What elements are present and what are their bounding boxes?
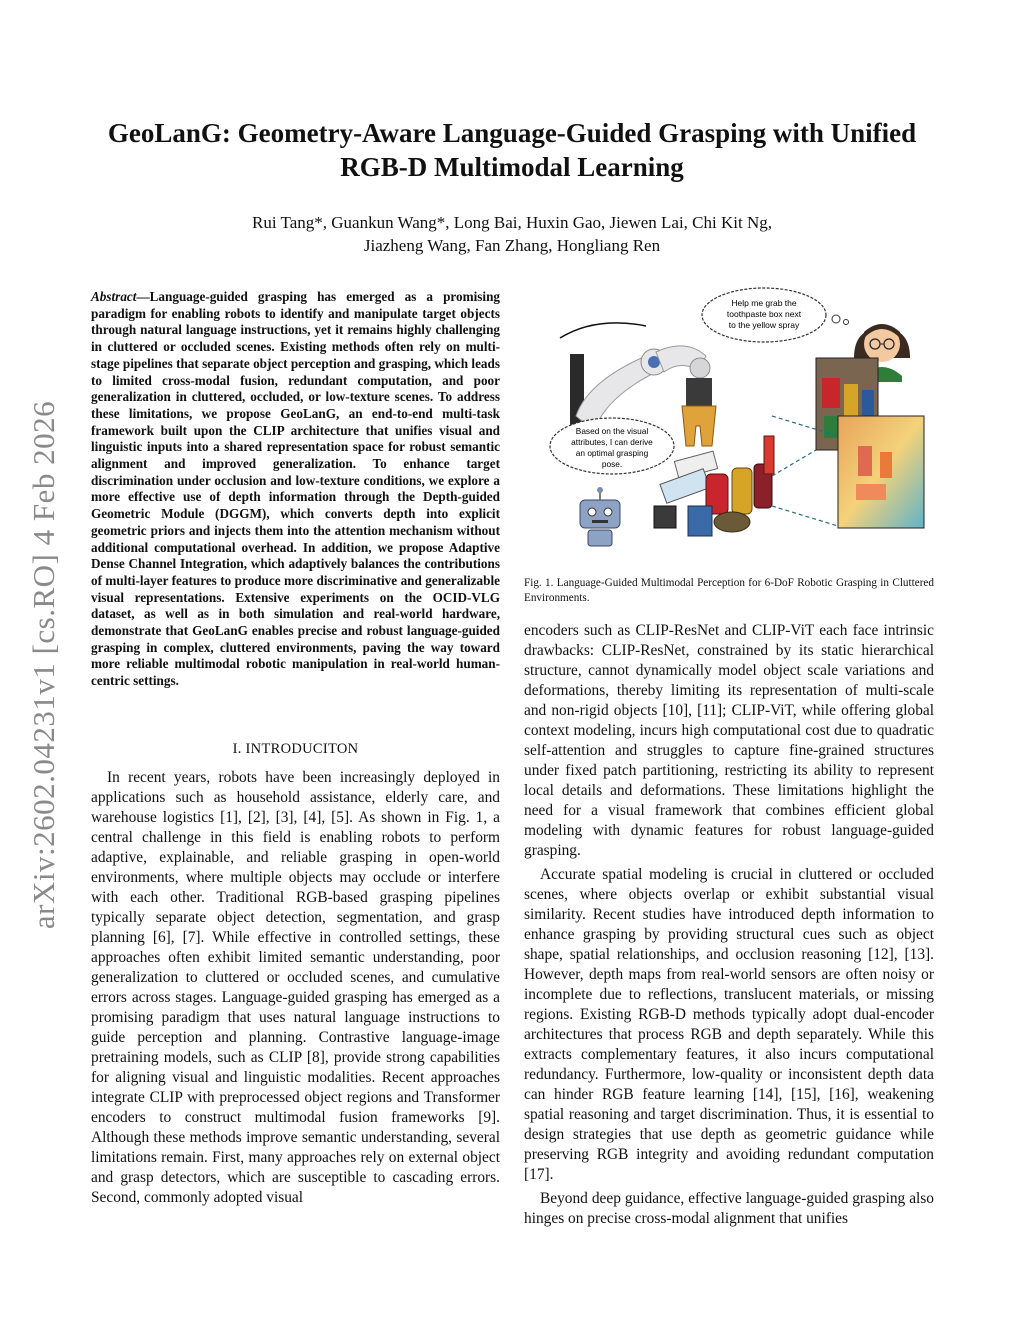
intro-paragraph: In recent years, robots have been increasingly deployed in applications such as household assistance, elderly care, and warehouse logistics [1], [2], [3], [4], [5]. As shown in Fig. 1, a central challenge in this field is enabling robots to perform adaptive, explainable, and reliable grasping in open-world environments, where multiple objects may occlude or interfere with each other. Traditional RGB-based grasping pipelines typically separate object detection, segmentation, and grasp planning [6], [7]. While effective in controlled settings, these approaches often exhibit limited semantic understanding, poor generalization to cluttered or occluded scenes, and cumulative errors across stages. Language-guided grasping has emerged as a promising paradigm that uses natural language instructions to guide perception and planning. Contrastive language-image pretraining models, such as CLIP [8], provide strong capabilities for aligning visual and linguistic modalities. Recent approaches integrate CLIP with preprocessed object regions and Transformer encoders to construct multimodal fusion frameworks [9]. Although these methods improve semantic understanding, several limitations remain. First, many approaches rely on external object and grasp detectors, which are susceptible to cascading errors. Second, commonly adopted visual [91, 769, 500, 1206]
figure-caption: Fig. 1. Language-Guided Multimodal Perception for 6-DoF Robotic Grasping in Cluttered Environments. [524, 577, 934, 604]
figure-1 [536, 286, 936, 558]
paper-title [80, 116, 944, 184]
robot-speech-bubble [550, 418, 674, 474]
user-speech-line-2: toothpaste box next [726, 309, 802, 319]
title-line-1: GeoLanG: Geometry-Aware Language-Guided Grasping with Unified [107, 118, 917, 148]
figure-illustration [536, 286, 936, 558]
robot-speech-line-4: pose. [601, 459, 623, 469]
authors-line-1: Rui Tang*, Guankun Wang*, Long Bai, Huxin Gao, Jiewen Lai, Chi Kit Ng, [252, 213, 772, 232]
right-column [524, 621, 934, 1229]
abstract-text: Language-guided grasping has emerged as a promising paradigm for enabling robots to identify and manipulate target objects through natural language instructions, yet it remains highly challenging in cluttered or occluded scenes. Existing methods often rely on multi-stage pipelines that separate object perception and grasping, which leads to limited cross-modal fusion, redundant computation, and poor generalization in cluttered, occluded, or low-texture scenes. To address these limitations, we propose GeoLanG, an end-to-end multi-task framework built upon the CLIP architecture that unifies visual and linguistic inputs into a shared representation space for robust semantic alignment and improved generalization. To enhance target discrimination under occlusion and low-texture conditions, we explore a more effective use of depth information through the Depth-guided Geometric Module (DGGM), which converts depth into explicit geometric priors and injects them into the attention mechanism without additional computational overhead. In addition, we propose Adaptive Dense Channel Integration, which adaptively balances the contributions of multi-layer features to produce more discriminative and generalizable visual representations. Extensive experiments on the OCID-VLG dataset, as well as in both simulation and real-world hardware, demonstrate that GeoLanG enables precise and robust language-guided grasping in complex, cluttered environments, paving the way toward more reliable multimodal robotic manipulation in real-world human-centric settings. [91, 289, 500, 689]
intro-column [91, 768, 500, 1208]
authors-line-2: Jiazheng Wang, Fan Zhang, Hongliang Ren [363, 236, 661, 255]
robot-speech-line-1: Based on the visual [575, 426, 649, 436]
robot-speech-line-2: attributes, I can derive [571, 437, 653, 447]
title-line-2: RGB-D Multimodal Learning [340, 152, 684, 182]
dashed-connectors [772, 416, 838, 526]
right-paragraph-1: encoders such as CLIP-ResNet and CLIP-ViT each face intrinsic drawbacks: CLIP-ResNet, constrained by its static hierarchical structure, cannot dynamically model object scale variations and deformations, thereby limiting its representation of multi-scale and non-rigid objects [10], [11]; CLIP-ViT, while offering global context modeling, incurs high computational cost due to quadratic self-attention and struggles to capture fine-grained structures under fixed patch partitioning, restricting its ability to represent local details and deformations. These limitations highlight the need for a visual framework that combines efficient global modeling with dynamic features for robust language-guided grasping. [524, 622, 934, 859]
abstract-label: Abstract [91, 289, 137, 304]
user-speech-bubble [702, 288, 849, 342]
user-speech-line-3: to the yellow spray [728, 320, 800, 330]
section-heading: I. INTRODUCITON [232, 741, 359, 757]
arxiv-id: arXiv:2602.04231v1 [cs.RO] 4 Feb 2026 [26, 400, 61, 930]
author-list [100, 211, 924, 257]
robot-mascot-icon [580, 487, 620, 546]
abstract: Abstract—Language-guided grasping has emerged as a promising paradigm for enabling robots to identify and manipulate target objects through natural language instructions, yet it remains highly challenging in cluttered or occluded scenes. Existing methods often rely on multi-stage pipelines that separate object perception and grasping, which leads to limited cross-modal fusion, redundant computation, and poor generalization in cluttered, occluded, or low-texture scenes. To address these limitations, we propose GeoLanG, an end-to-end multi-task framework built upon the CLIP architecture that unifies visual and linguistic inputs into a shared representation space for robust semantic alignment and improved generalization. To enhance target discrimination under occlusion and low-texture conditions, we explore a more effective use of depth information through the Depth-guided Geometric Module (DGGM), which converts depth into explicit geometric priors and injects them into the attention mechanism without additional computational overhead. In addition, we propose Adaptive Dense Channel Integration, which adaptively balances the contributions of multi-layer features to produce more discriminative and generalizable visual representations. Extensive experiments on the OCID-VLG dataset, as well as in both simulation and real-world hardware, demonstrate that GeoLanG enables precise and robust language-guided grasping in complex, cluttered environments, paving the way toward more reliable multimodal robotic manipulation in real-world human-centric settings. [91, 289, 500, 689]
arxiv-sidebar [22, 380, 66, 950]
right-paragraph-3: Beyond deep guidance, effective language-guided grasping also hinges on precise cross-modal alignment that unifies [524, 1190, 934, 1227]
depth-inset-image [838, 416, 924, 528]
robot-speech-line-3: an optimal grasping [575, 448, 649, 458]
right-paragraph-2: Accurate spatial modeling is crucial in cluttered or occluded scenes, where objects overlap or exhibit substantial visual similarity. Recent studies have introduced depth information to enhance grasping by providing structural cues such as object shape, spatial relationships, and occlusion reasoning [12], [13]. However, depth maps from real-world sensors are often noisy or incomplete due to reflections, translucent materials, or missing regions. Existing RGB-D methods typically adopt dual-encoder architectures that process RGB and depth separately. While this extracts complementary features, it also incurs computational redundancy. Furthermore, low-quality or inconsistent depth data can hinder RGB feature learning [14], [15], [16], weakening spatial reasoning and target discrimination. Thus, it is essential to design strategies that use depth as geometric guidance while preserving RGB integrity and avoiding redundant computation [17]. [524, 866, 934, 1183]
user-speech-line-1: Help me grab the [731, 298, 797, 308]
